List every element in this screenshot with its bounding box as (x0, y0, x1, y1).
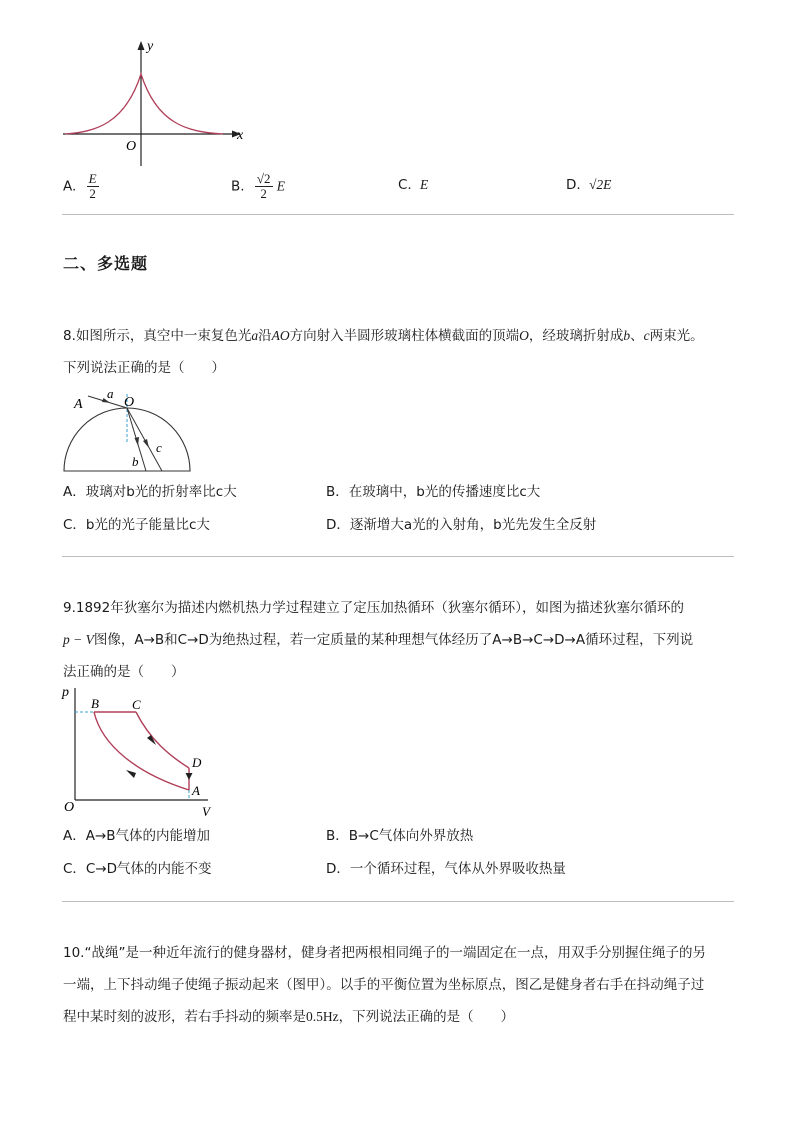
label-C: C (132, 697, 141, 712)
option-letter: D. (566, 177, 581, 193)
q9-option-c: C．C→D气体的内能不变 (63, 861, 212, 877)
var-c: c (643, 328, 650, 343)
option-letter: C. (398, 177, 412, 193)
segment-AB (94, 712, 189, 790)
var-o: O (519, 328, 529, 343)
q8-option-d: D．逐渐增大a光的入射角，b光先发生全反射 (326, 517, 597, 533)
section-title: 二、多选题 (63, 254, 149, 273)
ray-c-arrow (143, 439, 149, 448)
q7-curve (65, 74, 223, 134)
q9-stem-line2 (63, 630, 693, 650)
q10-stem-line2: 一端，上下抖动绳子使绳子振动起来（图甲）。以手的平衡位置为坐标原点，图乙是健身者右手在抖动绳子过 (63, 977, 705, 993)
text: ，经玻璃折射成 (528, 328, 624, 344)
q7-option-a (63, 172, 99, 201)
text: 程中某时刻的波形，若右手抖动的频率是 (63, 1009, 306, 1025)
denominator: 2 (260, 186, 267, 201)
label-a: a (107, 386, 114, 401)
numerator: √2 (256, 171, 271, 186)
text: 两束光。 (649, 328, 704, 344)
label-D: D (192, 755, 202, 770)
q8-stem-line2: 下列说法正确的是（ ） (63, 360, 225, 376)
text: 、 (630, 328, 644, 344)
var-ao: AO (271, 328, 290, 343)
q7-option-b (231, 172, 285, 201)
q7-graph (55, 36, 255, 168)
q7-option-d (566, 175, 611, 195)
label-c: c (156, 440, 162, 455)
var-a: a (251, 328, 259, 343)
divider (62, 556, 734, 557)
q9-option-a: A．A→B气体的内能增加 (63, 828, 211, 844)
divider (62, 214, 734, 215)
denominator: 2 (89, 186, 96, 201)
label-b: b (132, 454, 139, 469)
origin-label: O (126, 139, 137, 154)
q9-option-d: D．一个循环过程，气体从外界吸收热量 (326, 861, 566, 877)
text: ，下列说法正确的是（ ） (338, 1009, 515, 1025)
segment-CD (136, 712, 189, 768)
fraction-sqrt2-over-2 (255, 172, 273, 201)
frequency-value: 0.5Hz (306, 1009, 339, 1024)
q8-option-a: A．玻璃对b光的折射率比c大 (63, 484, 237, 500)
y-axis-arrow (138, 41, 145, 50)
label-A: A (74, 397, 83, 412)
option-letter: B. (231, 178, 245, 195)
q8-figure (58, 384, 198, 474)
divider (62, 901, 734, 902)
y-label: y (147, 39, 154, 54)
q9-pv-diagram (58, 684, 228, 819)
numerator: E (88, 171, 97, 186)
q8-option-b: B．在玻璃中，b光的传播速度比c大 (326, 484, 541, 500)
text: 8.如图所示，真空中一束复色光 (63, 328, 252, 344)
x-label: x (237, 128, 244, 143)
q10-stem-line1: 10.“战绳”是一种近年流行的健身器材，健身者把两根相同绳子的一端固定在一点，用双手分别握住绳子的另 (63, 945, 706, 961)
arrow-DA (186, 773, 193, 780)
q7-option-c (398, 175, 428, 195)
arrow-AB (126, 770, 136, 778)
pv-symbol: p − V (63, 632, 94, 647)
q9-stem-line3: 法正确的是（ ） (63, 664, 185, 680)
label-B: B (91, 696, 99, 711)
fraction-e-over-2 (87, 172, 99, 201)
option-letter: A. (63, 178, 77, 195)
q8-stem-line1 (63, 326, 704, 346)
label-O: O (124, 395, 135, 410)
var-b: b (623, 328, 631, 343)
text: 图像，A→B和C→D为绝热过程，若一定质量的某种理想气体经历了A→B→C→D→A循环过程，下列说 (93, 632, 694, 648)
text: 方向射入半圆形玻璃柱体横截面的顶端 (289, 328, 520, 344)
option-b-e: E (276, 178, 286, 194)
label-p: p (62, 685, 69, 700)
q10-stem-line3 (63, 1007, 514, 1027)
label-V: V (202, 804, 210, 819)
text: 沿 (258, 328, 272, 344)
option-value: √2E (588, 177, 612, 192)
q8-option-c: C．b光的光子能量比c大 (63, 517, 210, 533)
option-value: E (420, 177, 429, 192)
label-O: O (64, 800, 75, 815)
q9-stem-line1: 9.1892年狄塞尔为描述内燃机热力学过程建立了定压加热循环（狄塞尔循环），如图为描述狄塞尔循环的 (63, 600, 684, 616)
q9-option-b: B．B→C气体向外界放热 (326, 828, 474, 844)
label-A: A (192, 783, 200, 798)
